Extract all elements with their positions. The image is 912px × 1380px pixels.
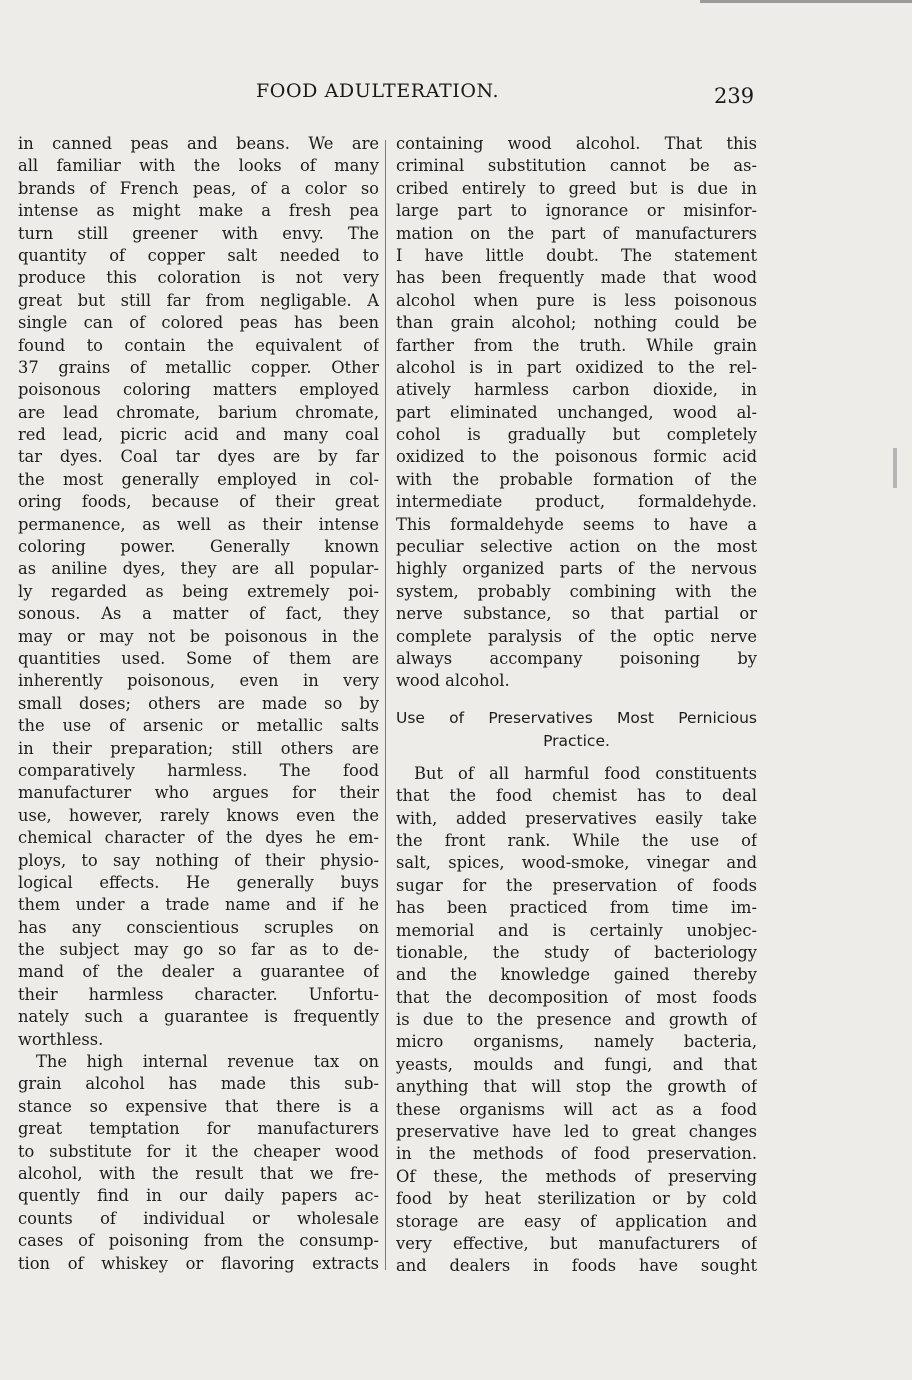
column-divider: [385, 140, 386, 1270]
text-line: in canned peas and beans. We are: [18, 134, 379, 153]
text-line: to substitute for it the cheaper wood: [18, 1141, 379, 1161]
text-line: their harmless character. Unfortu-: [18, 984, 379, 1004]
text-line: found to contain the equivalent of: [18, 335, 379, 355]
text-line: inherently poisonous, even in very: [18, 671, 379, 691]
right-column-bottom-text: [396, 763, 757, 1278]
text-line: great temptation for manufacturers: [18, 1119, 379, 1139]
text-line: as aniline dyes, they are all popular-: [18, 559, 379, 579]
left-column: [18, 133, 379, 1275]
text-line: than grain alcohol; nothing could be: [396, 313, 757, 333]
text-line: tionable, the study of bacteriology: [396, 942, 757, 962]
text-line: cohol is gradually but completely: [396, 425, 757, 445]
text-line: stance so expensive that there is a: [18, 1096, 379, 1116]
text-line: tion of whiskey or flavoring extracts: [18, 1253, 379, 1273]
text-line: all familiar with the looks of many: [18, 156, 379, 176]
text-line: large part to ignorance or misinfor-: [396, 201, 757, 221]
text-line: poisonous coloring matters employed: [18, 380, 379, 400]
text-line: oxidized to the poisonous formic acid: [396, 447, 757, 467]
text-line: permanence, as well as their intense: [18, 514, 379, 534]
text-line: memorial and is certainly unobjec-: [396, 920, 757, 940]
text-line: part eliminated unchanged, wood al-: [396, 402, 757, 422]
text-line: red lead, picric acid and many coal: [18, 425, 379, 445]
text-line: turn still greener with envy. The: [18, 223, 379, 243]
text-line: ly regarded as being extremely poi-: [18, 581, 379, 601]
text-line: food by heat sterilization or by cold: [396, 1189, 757, 1209]
text-line: the front rank. While the use of: [396, 830, 757, 850]
text-line: anything that will stop the growth of: [396, 1077, 757, 1097]
text-line: complete paralysis of the optic nerve: [396, 626, 757, 646]
section-subheading: [396, 707, 757, 753]
text-line: has any conscientious scruples on: [18, 917, 379, 937]
page-title: FOOD ADULTERATION.: [256, 80, 500, 102]
text-line: farther from the truth. While grain: [396, 335, 757, 355]
text-line: and dealers in foods have sought: [396, 1256, 757, 1276]
text-line: quently find in our daily papers ac-: [18, 1186, 379, 1206]
text-line: mand of the dealer a guarantee of: [18, 962, 379, 982]
text-line: This formaldehyde seems to have a: [396, 514, 757, 534]
text-line: that the food chemist has to deal: [396, 786, 757, 806]
text-line: cases of poisoning from the consump-: [18, 1231, 379, 1251]
text-line: in the methods of food preservation.: [396, 1144, 757, 1164]
text-line: criminal substitution cannot be as-: [396, 156, 757, 176]
text-line: alcohol when pure is less poisonous: [396, 290, 757, 310]
text-line: single can of colored peas has been: [18, 313, 379, 333]
text-line: the subject may go so far as to de-: [18, 940, 379, 960]
text-line: 37 grains of metallic copper. Other: [18, 357, 379, 377]
text-line: small doses; others are made so by: [18, 693, 379, 713]
text-line: wood alcohol.: [396, 671, 510, 691]
text-line: the use of arsenic or metallic salts: [18, 716, 379, 736]
text-line: has been practiced from time im-: [396, 898, 757, 918]
text-line: salt, spices, wood-smoke, vinegar and: [396, 853, 757, 873]
page-number: 239: [714, 84, 755, 108]
text-line: great but still far from negligable. A: [18, 290, 379, 310]
scan-artifact: [893, 448, 897, 488]
text-line: that the decomposition of most foods: [396, 987, 757, 1007]
text-line: are lead chromate, barium chromate,: [18, 402, 379, 422]
text-line: brands of French peas, of a color so: [18, 178, 379, 198]
text-line: mation on the part of manufacturers: [396, 223, 757, 243]
text-line: Of these, the methods of preserving: [396, 1166, 757, 1186]
text-line: coloring power. Generally known: [18, 537, 379, 557]
text-line: But of all harmful food constituents: [414, 763, 757, 783]
text-line: ploys, to say nothing of their physio-: [18, 850, 379, 870]
text-line: with, added preservatives easily take: [396, 808, 757, 828]
text-line: tar dyes. Coal tar dyes are by far: [18, 447, 379, 467]
text-line: intense as might make a fresh pea: [18, 201, 379, 221]
text-line: sonous. As a matter of fact, they: [18, 604, 379, 624]
text-line: produce this coloration is not very: [18, 268, 379, 288]
text-line: preservative have led to great changes: [396, 1122, 757, 1142]
text-line: intermediate product, formaldehyde.: [396, 492, 757, 512]
text-line: use, however, rarely knows even the: [18, 805, 379, 825]
text-line: cribed entirely to greed but is due in: [396, 178, 757, 198]
text-line: containing wood alcohol. That this: [396, 134, 757, 153]
text-line: worthless.: [18, 1029, 104, 1049]
text-line: these organisms will act as a food: [396, 1099, 757, 1119]
page-edge: [700, 0, 912, 3]
text-line: nerve substance, so that partial or: [396, 604, 757, 624]
text-line: grain alcohol has made this sub-: [18, 1074, 379, 1094]
right-column-top-text: [396, 133, 757, 693]
text-line: and the knowledge gained thereby: [396, 965, 757, 985]
text-line: counts of individual or wholesale: [18, 1208, 379, 1228]
text-line: chemical character of the dyes he em-: [18, 828, 379, 848]
text-line: very effective, but manufacturers of: [396, 1233, 757, 1253]
text-line: alcohol, with the result that we fre-: [18, 1163, 379, 1183]
text-line: system, probably combining with the: [396, 581, 757, 601]
running-head: [0, 80, 912, 106]
text-line: the most generally employed in col-: [18, 469, 379, 489]
text-line: I have little doubt. The statement: [396, 245, 757, 265]
text-line: peculiar selective action on the most: [396, 537, 757, 557]
text-line: may or may not be poisonous in the: [18, 626, 379, 646]
subheading-line-2: Practice.: [543, 731, 610, 750]
text-line: quantity of copper salt needed to: [18, 245, 379, 265]
text-line: sugar for the preservation of foods: [396, 875, 757, 895]
text-line: storage are easy of application and: [396, 1211, 757, 1231]
text-line: micro organisms, namely bacteria,: [396, 1032, 757, 1052]
text-line: logical effects. He generally buys: [18, 872, 379, 892]
text-line: comparatively harmless. The food: [18, 760, 379, 780]
text-line: in their preparation; still others are: [18, 738, 379, 758]
subheading-line-1: Use of Preservatives Most Pernicious: [396, 708, 757, 727]
text-line: them under a trade name and if he: [18, 895, 379, 915]
text-line: highly organized parts of the nervous: [396, 559, 757, 579]
text-line: always accompany poisoning by: [396, 648, 757, 668]
text-line: manufacturer who argues for their: [18, 783, 379, 803]
text-line: yeasts, moulds and fungi, and that: [396, 1054, 757, 1074]
text-line: oring foods, because of their great: [18, 492, 379, 512]
right-column: [396, 133, 757, 1278]
text-line: quantities used. Some of them are: [18, 648, 379, 668]
text-line: has been frequently made that wood: [396, 268, 757, 288]
text-line: alcohol is in part oxidized to the rel-: [396, 357, 757, 377]
text-line: The high internal revenue tax on: [36, 1052, 379, 1072]
text-line: nately such a guarantee is frequently: [18, 1007, 379, 1027]
text-line: is due to the presence and growth of: [396, 1010, 757, 1030]
text-line: atively harmless carbon dioxide, in: [396, 380, 757, 400]
text-line: with the probable formation of the: [396, 469, 757, 489]
